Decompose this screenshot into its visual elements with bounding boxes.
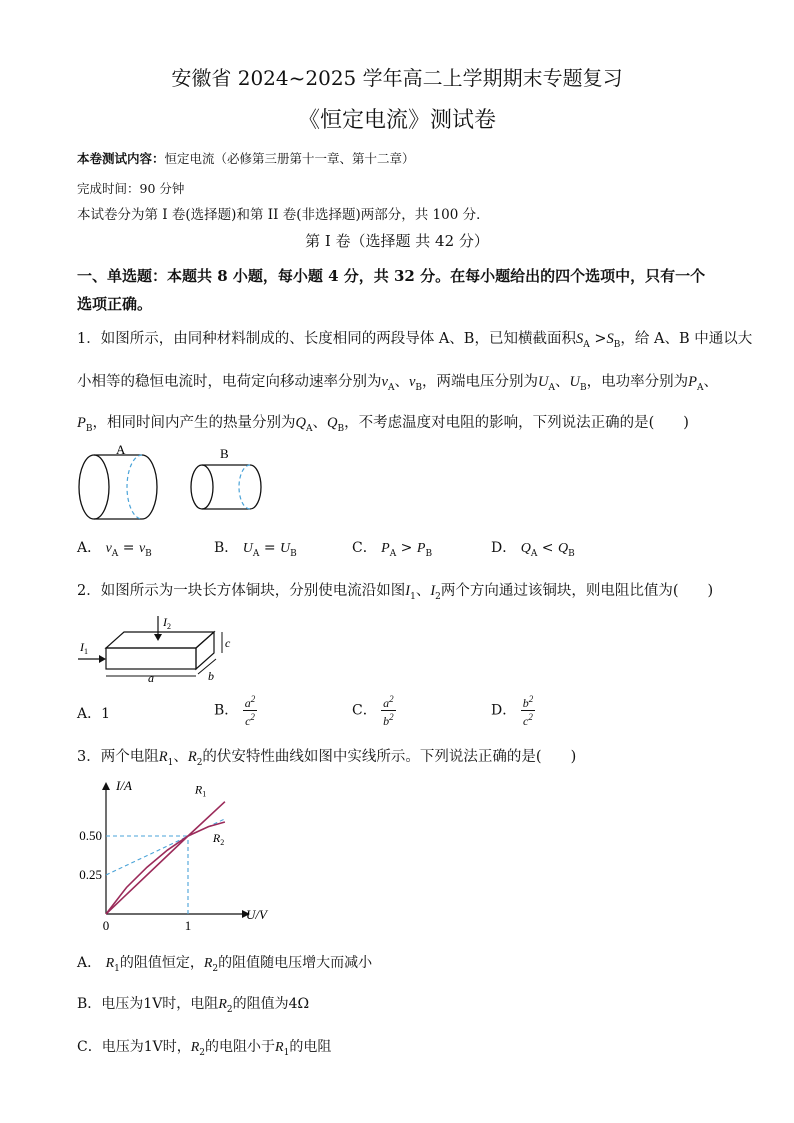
content-scope-label: 本卷测试内容： <box>77 151 165 166</box>
q3-text-b: 的伏安特性曲线如图中实线所示。下列说法正确的是( ) <box>202 749 577 765</box>
q1-text-1b: ，给 A、B 中通以大 <box>620 331 753 347</box>
q3-stem: 3．两个电阻$R_1$、$R_2$的伏安特性曲线如图中实线所示。下列说法正确的是( ) <box>77 749 577 768</box>
part-instructions-line1: 一、单选题：本题共 8 小题，每小题 4 分，共 32 分。在每小题给出的四个选项中，只有一个 <box>77 267 706 285</box>
q3-iv-chart <box>70 772 290 937</box>
q3-option-b-text2: 的阻值为4Ω <box>232 996 310 1012</box>
q3-option-b[interactable]: B．电压为1V时，电阻$R_2$的阻值为4Ω <box>77 996 310 1015</box>
q2-option-c[interactable]: C． $\frac{a^2}{b^2}$ <box>352 694 394 728</box>
q2-option-d[interactable]: D． $\frac{b^2}{c^2}$ <box>491 694 534 728</box>
q3-option-c-text: C．电压为1V时， <box>77 1039 191 1055</box>
conductor-a-label: A <box>116 442 126 457</box>
q1-text-2b: ，两端电压分别为 <box>422 374 538 390</box>
x-tick-label-0: 0 <box>102 918 110 933</box>
q3-option-c-text3: 的电阻 <box>289 1039 332 1055</box>
dim-c-label: c <box>225 636 231 650</box>
q1-text-2a: 小相等的稳恒电流时，电荷定向移动速率分别为 <box>77 374 382 390</box>
exam-title-line1: 安徽省 2024~2025 学年高二上学期期末专题复习 <box>171 66 623 90</box>
conductor-a-front-face <box>79 455 109 519</box>
q1-line1: 1．如图所示，由同种材料制成的、长度相同的两段导体 A、B，已知横截面积$S_A >S_B$，给 A、B 中通以大 <box>77 331 753 350</box>
q1-option-c[interactable]: C． $P_A > P_B$ <box>352 540 433 559</box>
q1-text-3a: ，相同时间内产生的热量分别为 <box>92 415 296 431</box>
q2-copper-block-figure <box>72 610 252 688</box>
q2-text-b: 两个方向通过该铜块，则电阻比值为( ) <box>440 583 714 599</box>
q3-option-a[interactable]: A． $R_1$的阻值恒定，$R_2$的阻值随电压增大而减小 <box>77 955 373 974</box>
q1-line3: $P_B$，相同时间内产生的热量分别为$Q_A$、$Q_B$，不考虑温度对电阻的影响，下列说法正确的是( ) <box>77 415 689 434</box>
q2-option-b[interactable]: B． $\frac{a^2}{c^2}$ <box>214 694 256 728</box>
dim-a-label: a <box>148 671 154 685</box>
q3-option-b-text: B．电压为1V时，电阻 <box>77 996 219 1012</box>
conductor-b-label: B <box>220 446 229 461</box>
q2-option-a[interactable]: A．1 <box>77 706 111 722</box>
q1-conductors-figure <box>72 440 282 530</box>
current-i1-arrowhead <box>99 655 106 663</box>
conductor-b-back-hidden <box>239 465 250 509</box>
conductor-a-back-visible <box>142 455 157 519</box>
q3-option-a-text2: 的阻值随电压增大而减小 <box>218 955 373 971</box>
content-scope-value: 恒定电流（必修第三册第十一章、第十二章） <box>164 151 415 166</box>
y-tick-label-0: 0.25 <box>79 867 102 882</box>
q3-option-c[interactable]: C．电压为1V时，$R_2$的电阻小于$R_1$的电阻 <box>77 1039 332 1058</box>
section-heading: 第 I 卷（选择题 共 42 分） <box>305 232 489 250</box>
q1-option-b[interactable]: B． $U_A = U_B$ <box>214 540 297 559</box>
part-instructions-line2: 选项正确。 <box>77 295 153 313</box>
q1-text-2c: ，电功率分别为 <box>586 374 689 390</box>
series-r2-label: $R_2$ <box>212 830 225 847</box>
conductor-a-back-hidden <box>127 455 142 519</box>
q3-option-a-text: 的阻值恒定， <box>119 955 204 971</box>
q1-text-1a: 1．如图所示，由同种材料制成的、长度相同的两段导体 A、B，已知横截面积 <box>77 331 576 347</box>
q2-option-c-label: C． <box>352 702 377 719</box>
q1-option-d-label: D． <box>491 540 517 556</box>
q2-option-b-label: B． <box>214 702 239 719</box>
q1-text-3b: ，不考虑温度对电阻的影响，下列说法正确的是( ) <box>344 415 689 431</box>
y-tick-label-1: 0.50 <box>79 828 102 843</box>
q2-stem: 2．如图所示为一块长方体铜块，分别使电流沿如图$I_1$、$I_2$两个方向通过该铜块，则电阻比值为( ) <box>77 583 714 602</box>
conductor-b-back-visible <box>250 465 261 509</box>
content-scope <box>77 149 415 167</box>
chart-y-label: I/A <box>116 778 132 793</box>
exam-time: 完成时间：90 分钟 <box>77 181 185 196</box>
q1-option-a[interactable]: A． $v_A = v_B$ <box>77 540 152 559</box>
exam-structure: 本试卷分为第 I 卷(选择题)和第 II 卷(非选择题)两部分，共 100 分． <box>77 207 490 223</box>
chart-x-label: U/V <box>246 907 267 922</box>
q2-text-a: 2．如图所示为一块长方体铜块，分别使电流沿如图 <box>77 583 406 599</box>
q1-option-c-label: C． <box>352 540 377 556</box>
q3-option-c-text2: 的电阻小于 <box>205 1039 276 1055</box>
conductor-b-front-face <box>191 465 213 509</box>
q2-option-d-label: D． <box>491 702 517 719</box>
current-i1-label: $I_1$ <box>80 640 88 656</box>
chart-y-arrowhead <box>102 782 110 790</box>
q1-option-a-label: A． <box>77 540 102 556</box>
q1-line2: 小相等的稳恒电流时，电荷定向移动速率分别为$v_A$、$v_B$，两端电压分别为$U_A$、$U_B$，电功率分别为$P_A$、 <box>77 374 718 393</box>
series-r1-label: $R_1$ <box>194 782 207 799</box>
q3-text-a: 3．两个电阻 <box>77 749 159 765</box>
current-i2-arrowhead <box>154 634 162 641</box>
block-front-face <box>106 648 196 669</box>
q1-option-b-label: B． <box>214 540 239 556</box>
q1-option-d[interactable]: D． $Q_A < Q_B$ <box>491 540 575 559</box>
exam-title-line2: 《恒定电流》测试卷 <box>297 108 496 133</box>
x-tick-label-1: 1 <box>184 918 192 933</box>
dim-b-label: b <box>208 669 214 683</box>
series-r1-line <box>106 802 225 914</box>
current-i2-label: $I_2$ <box>163 615 171 631</box>
